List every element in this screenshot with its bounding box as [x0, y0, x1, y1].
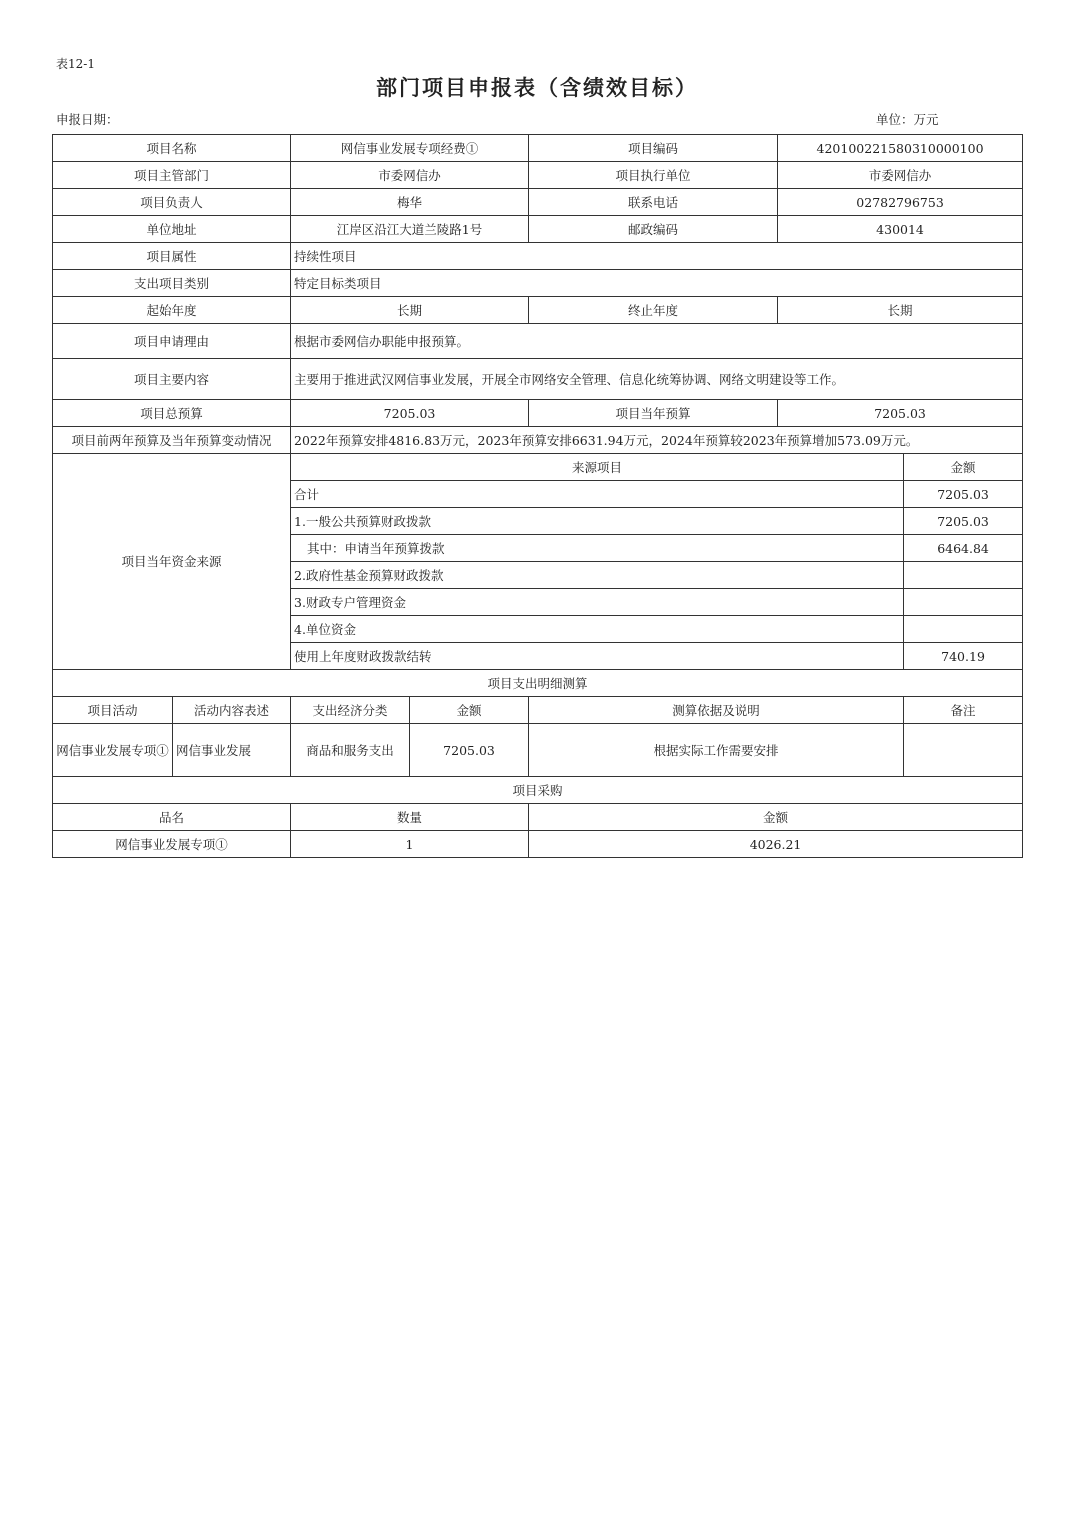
label-cell: 起始年度 — [53, 297, 291, 324]
procurement-section-title: 项目采购 — [53, 777, 1023, 804]
funding-col-amount: 金额 — [904, 454, 1023, 481]
procurement-item: 网信事业发展专项① — [53, 831, 291, 858]
label-cell: 项目总预算 — [53, 400, 291, 427]
reason-value: 根据市委网信办职能申报预算。 — [291, 324, 1023, 359]
label-cell: 项目编码 — [529, 135, 778, 162]
label-cell: 项目主管部门 — [53, 162, 291, 189]
label-cell: 邮政编码 — [529, 216, 778, 243]
expense-basis: 根据实际工作需要安排 — [529, 724, 904, 777]
content-value: 主要用于推进武汉网信事业发展，开展全市网络安全管理、信息化统筹协调、网络文明建设等工作。 — [291, 359, 1023, 400]
label-cell: 项目属性 — [53, 243, 291, 270]
funding-source-name: 使用上年度财政拨款结转 — [291, 643, 904, 670]
label-cell: 单位地址 — [53, 216, 291, 243]
row-expense-section — [53, 670, 1023, 697]
funding-amount: 740.19 — [904, 643, 1023, 670]
funding-amount — [904, 616, 1023, 643]
funding-amount: 7205.03 — [904, 508, 1023, 535]
expense-econ-class: 商品和服务支出 — [291, 724, 410, 777]
funding-amount — [904, 589, 1023, 616]
procurement-col-header: 品名 — [53, 804, 291, 831]
row-leader — [53, 189, 1023, 216]
procurement-amount: 4026.21 — [529, 831, 1023, 858]
procurement-col-header: 数量 — [291, 804, 529, 831]
phone-value: 02782796753 — [778, 189, 1023, 216]
expense-col-header: 支出经济分类 — [291, 697, 410, 724]
label-cell: 项目申请理由 — [53, 324, 291, 359]
unit-label: 单位：万元 — [876, 112, 939, 127]
funding-source-name: 1.一般公共预算财政拨款 — [291, 508, 904, 535]
start-year-value: 长期 — [291, 297, 529, 324]
row-attribute — [53, 243, 1023, 270]
label-cell: 项目执行单位 — [529, 162, 778, 189]
row-address — [53, 216, 1023, 243]
row-reason — [53, 324, 1023, 359]
expense-activity: 网信事业发展专项① — [53, 724, 173, 777]
expense-col-header: 测算依据及说明 — [529, 697, 904, 724]
row-project-name — [53, 135, 1023, 162]
funding-source-name: 3.财政专户管理资金 — [291, 589, 904, 616]
label-cell: 联系电话 — [529, 189, 778, 216]
expense-col-header: 活动内容表述 — [173, 697, 291, 724]
row-years — [53, 297, 1023, 324]
row-category — [53, 270, 1023, 297]
funding-col-source: 来源项目 — [291, 454, 904, 481]
label-cell: 终止年度 — [529, 297, 778, 324]
row-procurement-header — [53, 804, 1023, 831]
row-content — [53, 359, 1023, 400]
project-name-value: 网信事业发展专项经费① — [291, 135, 529, 162]
funding-source-name: 其中：申请当年预算拨款 — [291, 535, 904, 562]
funding-amount: 6464.84 — [904, 535, 1023, 562]
label-cell: 支出项目类别 — [53, 270, 291, 297]
project-code-value: 420100221580310000100 — [778, 135, 1023, 162]
total-budget-value: 7205.03 — [291, 400, 529, 427]
budget-change-value: 2022年预算安排4816.83万元，2023年预算安排6631.94万元，2024年预算较2023年预算增加573.09万元。 — [291, 427, 1023, 454]
expense-amount: 7205.03 — [410, 724, 529, 777]
exec-unit-value: 市委网信办 — [778, 162, 1023, 189]
funding-amount — [904, 562, 1023, 589]
row-funding-header — [53, 454, 1023, 481]
expense-col-header: 项目活动 — [53, 697, 173, 724]
address-value: 江岸区沿江大道兰陵路1号 — [291, 216, 529, 243]
department-value: 市委网信办 — [291, 162, 529, 189]
zip-value: 430014 — [778, 216, 1023, 243]
expense-note — [904, 724, 1023, 777]
funding-source-name: 4.单位资金 — [291, 616, 904, 643]
label-cell: 项目主要内容 — [53, 359, 291, 400]
procurement-row — [53, 831, 1023, 858]
funding-source-label: 项目当年资金来源 — [53, 454, 291, 670]
page-title: 部门项目申报表（含绩效目标） — [376, 76, 698, 100]
row-budget-change — [53, 427, 1023, 454]
funding-source-name: 合计 — [291, 481, 904, 508]
expense-col-header: 金额 — [410, 697, 529, 724]
row-expense-header — [53, 697, 1023, 724]
label-cell: 项目名称 — [53, 135, 291, 162]
attribute-value: 持续性项目 — [291, 243, 1023, 270]
expense-row — [53, 724, 1023, 777]
project-form-table — [52, 134, 1023, 858]
expense-col-header: 备注 — [904, 697, 1023, 724]
category-value: 特定目标类项目 — [291, 270, 1023, 297]
procurement-col-header: 金额 — [529, 804, 1023, 831]
expense-section-title: 项目支出明细测算 — [53, 670, 1023, 697]
expense-description: 网信事业发展 — [173, 724, 291, 777]
label-cell: 项目当年预算 — [529, 400, 778, 427]
label-cell: 项目前两年预算及当年预算变动情况 — [53, 427, 291, 454]
funding-source-name: 2.政府性基金预算财政拨款 — [291, 562, 904, 589]
row-procurement-section — [53, 777, 1023, 804]
funding-amount: 7205.03 — [904, 481, 1023, 508]
form-number: 表12-1 — [56, 57, 95, 71]
row-department — [53, 162, 1023, 189]
label-cell: 项目负责人 — [53, 189, 291, 216]
date-label: 申报日期： — [56, 112, 119, 127]
leader-value: 梅华 — [291, 189, 529, 216]
current-budget-value: 7205.03 — [778, 400, 1023, 427]
procurement-qty: 1 — [291, 831, 529, 858]
end-year-value: 长期 — [778, 297, 1023, 324]
row-budget — [53, 400, 1023, 427]
